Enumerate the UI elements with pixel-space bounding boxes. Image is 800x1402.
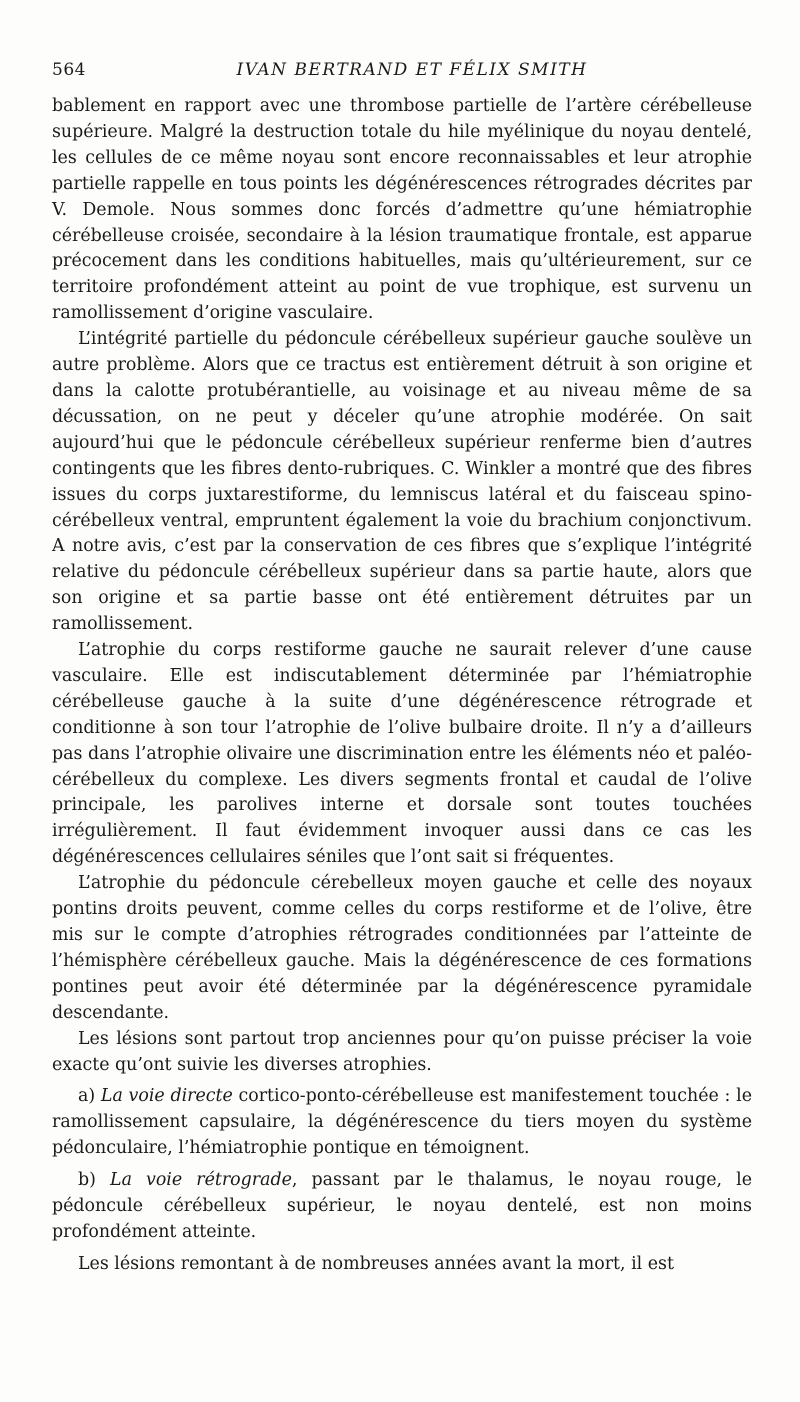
paragraph-lesions-anciennes: Les lésions sont partout trop anciennes pour qu’on puisse préciser la voie exacte qu’ont suivie les diverses atrophies. [52,1028,752,1075]
paragraph-continuation: bablement en rapport avec une thrombose partielle de l’artère cérébelleuse supérieure. Malgré la destruction totale du hile myélinique du noyau dentelé, les cellules de ce même noyau sont encore reconnaissables et leur atrophie partielle rappelle en tous points les dégénérescences rétrogrades décrites par V. Demole. Nous sommes donc forcés d’admettre qu’une hémiatrophie cérébelleuse croisée, secondaire à la lésion traumatique frontale, est apparue précocement dans les conditions habituelles, mais qu’ultérieurement, sur ce territoire profondément atteint au point de vue trophique, est survenu un ramollissement d’origine vasculaire. [52,96,752,324]
item-title: La voie rétrograde [110,1170,292,1191]
page-number: 564 [52,60,86,80]
paragraph-pedoncule-moyen: L’atrophie du pédoncule cérebelleux moyen gauche et celle des noyaux pontins droits peuvent, comme celles du corps restiforme et de l’olive, être mis sur le compte d’atrophies rétrogrades conditionnées par l’atteinte de l’hémisphère cérébelleux gauche. Mais la dégénérescence de ces formations pontines peut avoir été déterminée par la dégénérescence pyramidale descendante. [52,873,752,1023]
body-text [52,94,752,1278]
paragraph-corps-restiforme: L’atrophie du corps restiforme gauche ne saurait relever d’une cause vasculaire. Elle est indiscutablement déterminée par l’hémiatrophie cérébelleuse gauche à la suite d’une dégénérescence rétrograde et conditionne à son tour l’atrophie de l’olive bulbaire droite. Il n’y a d’ailleurs pas dans l’atrophie olivaire une discrimination entre les éléments néo et paléo-cérébelleux du complexe. Les divers segments frontal et caudal de l’olive principale, les parolives interne et dorsale sont toutes touchées irrégulièrement. Il faut évidemment invoquer aussi dans ce cas les dégénérescences cellulaires séniles que l’ont sait si fréquentes. [52,640,752,868]
list-item-voie-retrograde [52,1168,752,1246]
item-marker: a) [78,1086,96,1107]
item-text: , passant par le thalamus, le noyau rouge, le pédoncule cérébelleux supérieur, le noyau dentelé, est non moins profondément atteinte. [52,1170,752,1242]
running-header [52,60,770,84]
list-item-voie-directe [52,1084,752,1162]
paragraph-closing: Les lésions remontant à de nombreuses années avant la mort, il est [78,1253,674,1274]
item-marker: b) [78,1170,96,1191]
item-title: La voie directe [100,1086,233,1107]
running-title: IVAN BERTRAND ET FÉLIX SMITH [236,60,588,80]
item-text: cortico-ponto-cérébelleuse est manifestement touchée : le ramollissement capsulaire, la dégénérescence du tiers moyen du système pédonculaire, l’hémiatrophie pontique en témoignent. [52,1086,752,1159]
paragraph-pedoncule-superieur: L’intégrité partielle du pédoncule cérébelleux supérieur gauche soulève un autre problème. Alors que ce tractus est entièrement détruit à son origine et dans la calotte protubérantielle, au voisinage et au niveau même de sa décussation, on ne peut y déceler qu’une atrophie modérée. On sait aujourd’hui que le pédoncule cérébelleux supérieur renferme bien d’autres contingents que les fibres dento-rubriques. C. Winkler a montré que des fibres issues du corps juxtarestiforme, du lemniscus latéral et du faisceau spino-cérébelleux ventral, empruntent également la voie du brachium conjonctivum. A notre avis, c’est par la conservation de ces fibres que s’explique l’intégrité relative du pédoncule cérébelleux supérieur dans sa partie haute, alors que son origine et sa partie basse ont été entièrement détruites par un ramollissement. [52,329,752,635]
